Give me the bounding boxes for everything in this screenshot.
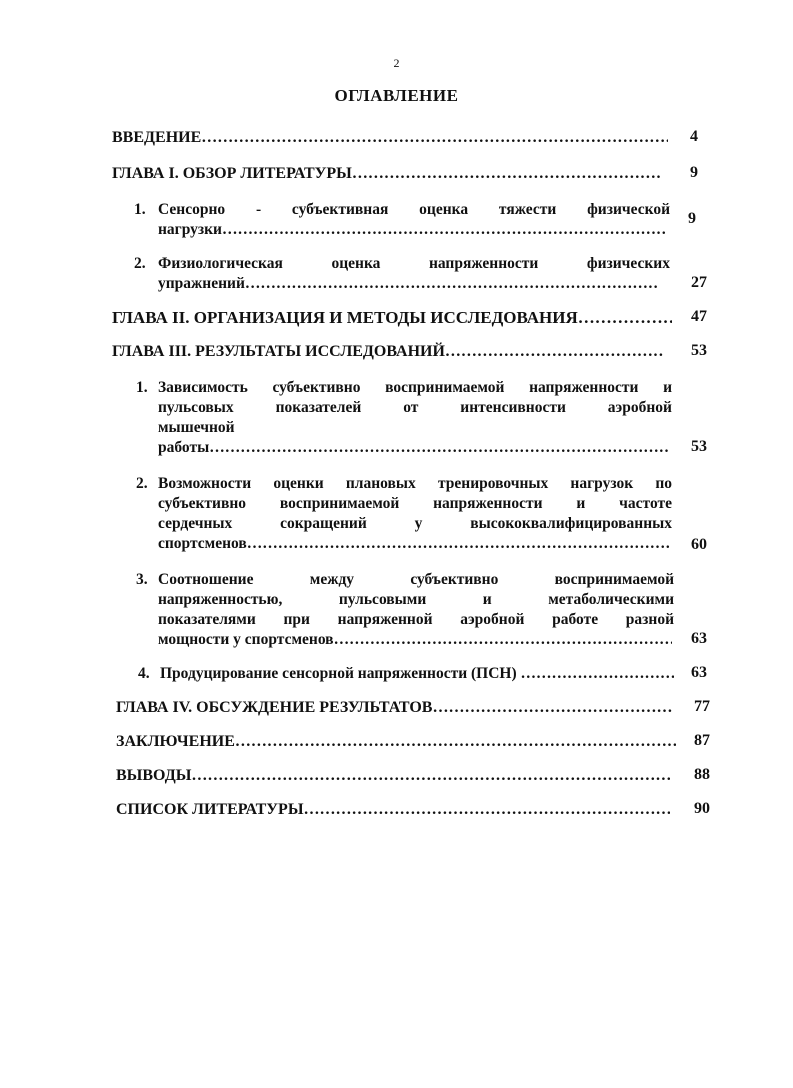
toc-title: ОГЛАВЛЕНИЕ [334,86,459,105]
entry-label: ЗАКЛЮЧЕНИЕ [116,733,235,750]
entry-line: Соотношение между субъективно воспринимаемой [158,571,674,588]
entry-page: 9 [688,210,696,227]
entry-line: показателями при напряженной аэробной работе разной [158,611,674,628]
entry-page: 88 [694,766,710,783]
entry-line: сердечных сокращений у высококвалифицированных [158,515,672,532]
entry-number: 4. [138,665,150,682]
entry-text-block [160,664,674,684]
toc-entry-chapter-2[interactable] [112,308,672,328]
entry-line: Физиологическая оценка напряженности физических [158,255,670,272]
entry-text-block [158,378,672,458]
entry-page: 63 [691,664,707,681]
entry-label: ГЛАВА II. ОРГАНИЗАЦИЯ И МЕТОДЫ ИССЛЕДОВАНИЯ [112,308,578,327]
entry-text-block [158,254,670,294]
entry-number: 2. [136,475,148,492]
toc-entry-chapter-3[interactable] [112,342,664,362]
toc-entry-findings[interactable] [116,766,670,786]
entry-label: ГЛАВА III. РЕЗУЛЬТАТЫ ИССЛЕДОВАНИЙ [112,343,445,360]
entry-page: 53 [691,438,707,455]
toc-entry-chapter-1[interactable] [112,164,662,184]
entry-line: мышечной [158,419,235,436]
entry-page: 47 [691,308,707,325]
entry-page: 63 [691,630,707,647]
entry-text-block [158,570,674,650]
entry-line: упражнений [158,275,245,292]
entry-line: Сенсорно - субъективная оценка тяжести физической [158,201,670,218]
entry-page: 90 [694,800,710,817]
entry-number: 3. [136,571,148,588]
toc-entry-conclusion[interactable] [116,732,676,752]
entry-page: 53 [691,342,707,359]
entry-line: Продуцирование сенсорной напряженности (ПСН) [160,665,517,682]
entry-line: субъективно воспринимаемой напряженности и частоте [158,495,672,512]
entry-label: ВВЕДЕНИЕ [112,129,202,146]
entry-label: ГЛАВА IV. ОБСУЖДЕНИЕ РЕЗУЛЬТАТОВ [116,699,433,716]
page-number: 2 [393,56,400,70]
toc-entry-intro[interactable] [112,128,668,148]
entry-line: нагрузки [158,221,222,238]
entry-page: 77 [694,698,710,715]
entry-label: ГЛАВА I. ОБЗОР ЛИТЕРАТУРЫ [112,165,352,182]
entry-line: напряженностью, пульсовыми и метаболическими [158,591,674,608]
toc-entry-chapter-4[interactable] [116,698,672,718]
entry-page: 9 [690,164,698,181]
entry-page: 87 [694,732,710,749]
entry-number: 1. [134,201,146,218]
entry-page: 27 [691,274,707,291]
entry-line: Возможности оценки плановых тренировочных нагрузок по [158,475,672,492]
entry-line: работы [158,439,210,456]
entry-line: пульсовых показателей от интенсивности аэробной [158,399,672,416]
entry-page: 4 [690,128,698,145]
entry-label: ВЫВОДЫ [116,767,192,784]
toc-entry-references[interactable] [116,800,670,820]
entry-label: СПИСОК ЛИТЕРАТУРЫ [116,801,304,818]
entry-line: спортсменов [158,535,247,552]
entry-line: мощности у спортсменов [158,631,334,648]
entry-number: 2. [134,255,146,272]
entry-page: 60 [691,536,707,553]
entry-line: Зависимость субъективно воспринимаемой напряженности и [158,379,672,396]
entry-number: 1. [136,379,148,396]
entry-text-block [158,474,672,554]
entry-text-block [158,200,670,240]
